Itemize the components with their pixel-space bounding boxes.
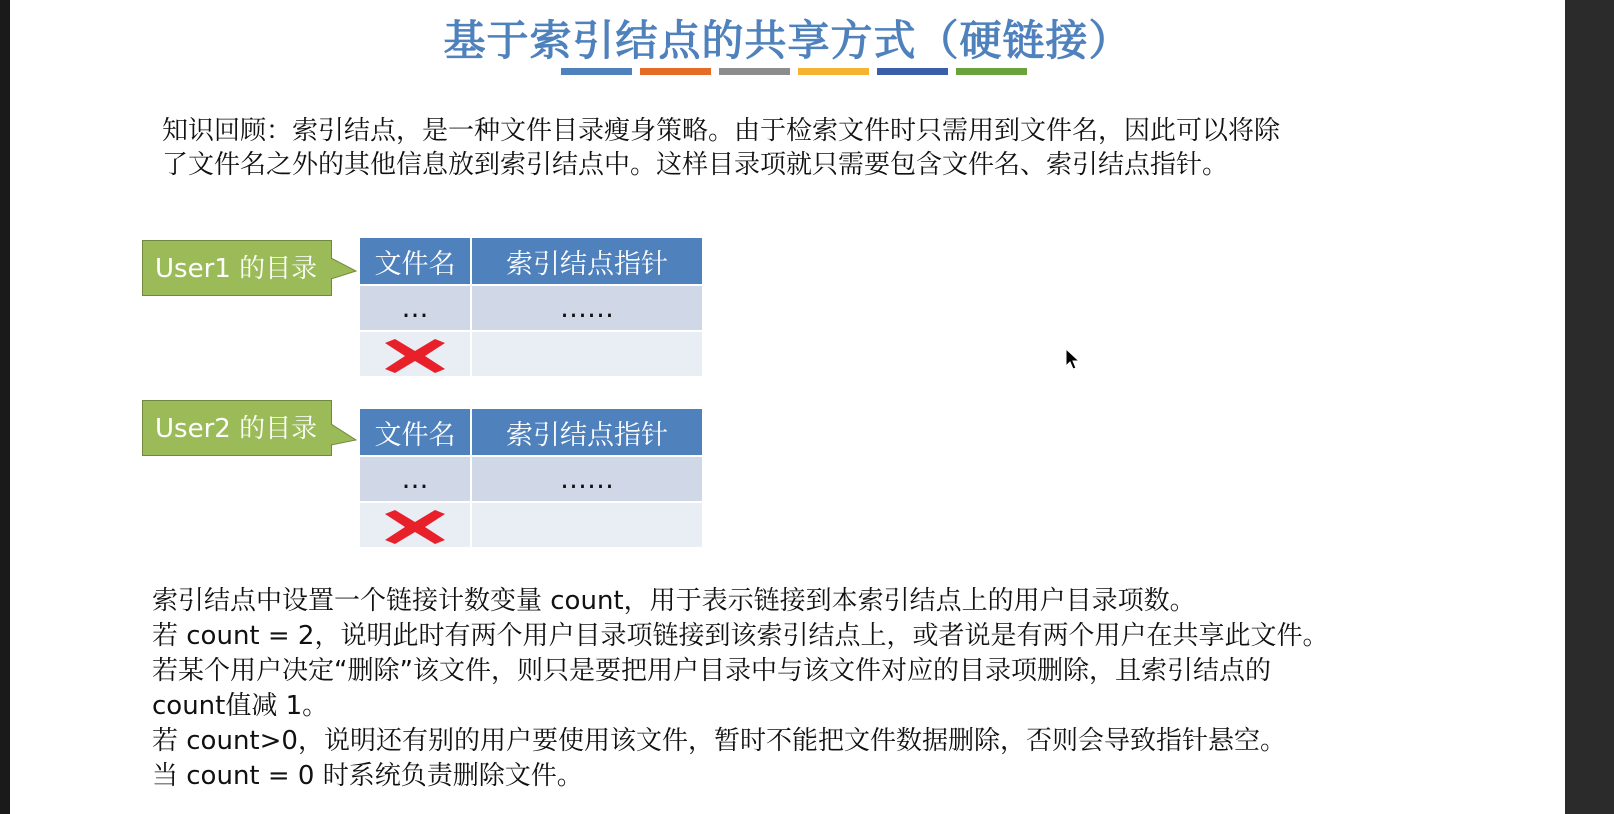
underline-stripe-darkblue bbox=[877, 68, 948, 75]
explanation-line-3: 若某个用户决定“删除”该文件，则只是要把用户目录中与该文件对应的目录项删除，且索引结点的 bbox=[152, 656, 1271, 686]
red-cross-icon bbox=[381, 508, 449, 546]
user2-header-filename: 文件名 bbox=[359, 408, 471, 456]
explanation-line-1: 索引结点中设置一个链接计数变量 count，用于表示链接到本索引结点上的用户目录项数。 bbox=[152, 586, 1196, 616]
window-edge bbox=[1565, 0, 1614, 814]
underline-stripe-blue bbox=[561, 68, 632, 75]
red-cross-icon bbox=[381, 337, 449, 375]
user2-cell-pointer: …… bbox=[471, 456, 703, 502]
user1-callout-pointer bbox=[331, 258, 357, 280]
explanation-line-4: count值减 1。 bbox=[152, 691, 329, 721]
user2-directory-callout bbox=[142, 400, 332, 456]
explanation-line-2: 若 count = 2，说明此时有两个用户目录项链接到该索引结点上，或者说是有两个用户在共享此文件。 bbox=[152, 621, 1329, 651]
underline-stripe-gray bbox=[719, 68, 790, 75]
underline-stripe-green bbox=[956, 68, 1027, 75]
underline-stripe-orange bbox=[640, 68, 711, 75]
slide-title: 基于索引结点的共享方式（硬链接） bbox=[443, 16, 1132, 65]
user1-directory-label: User1 的目录 bbox=[155, 254, 318, 284]
underline-stripe-yellow bbox=[798, 68, 869, 75]
slide bbox=[10, 0, 1565, 814]
user2-cell-empty bbox=[471, 502, 703, 548]
intro-line-2: 了文件名之外的其他信息放到索引结点中。这样目录项就只需要包含文件名、索引结点指针。 bbox=[162, 150, 1229, 180]
explanation-line-5: 若 count>0，说明还有别的用户要使用该文件，暂时不能把文件数据删除，否则会导致指针悬空。 bbox=[152, 726, 1286, 756]
title-underline bbox=[561, 68, 1027, 75]
user1-directory-callout bbox=[142, 240, 332, 296]
user2-callout-pointer bbox=[331, 424, 357, 446]
user1-header-inode-pointer: 索引结点指针 bbox=[471, 237, 703, 285]
user1-cell-pointer: …… bbox=[471, 285, 703, 331]
user2-directory-label: User2 的目录 bbox=[155, 414, 318, 444]
explanation-line-6: 当 count = 0 时系统负责删除文件。 bbox=[152, 761, 583, 791]
intro-line-1: 知识回顾：索引结点，是一种文件目录瘦身策略。由于检索文件时只需用到文件名，因此可以将除 bbox=[162, 116, 1281, 146]
user1-cell-filename: … bbox=[359, 285, 471, 331]
mouse-cursor-icon bbox=[1065, 348, 1081, 372]
user1-cell-empty bbox=[471, 331, 703, 377]
user2-header-inode-pointer: 索引结点指针 bbox=[471, 408, 703, 456]
user2-cell-filename: … bbox=[359, 456, 471, 502]
intro-paragraph bbox=[162, 114, 1432, 182]
user1-header-filename: 文件名 bbox=[359, 237, 471, 285]
explanation-text bbox=[152, 584, 1452, 794]
